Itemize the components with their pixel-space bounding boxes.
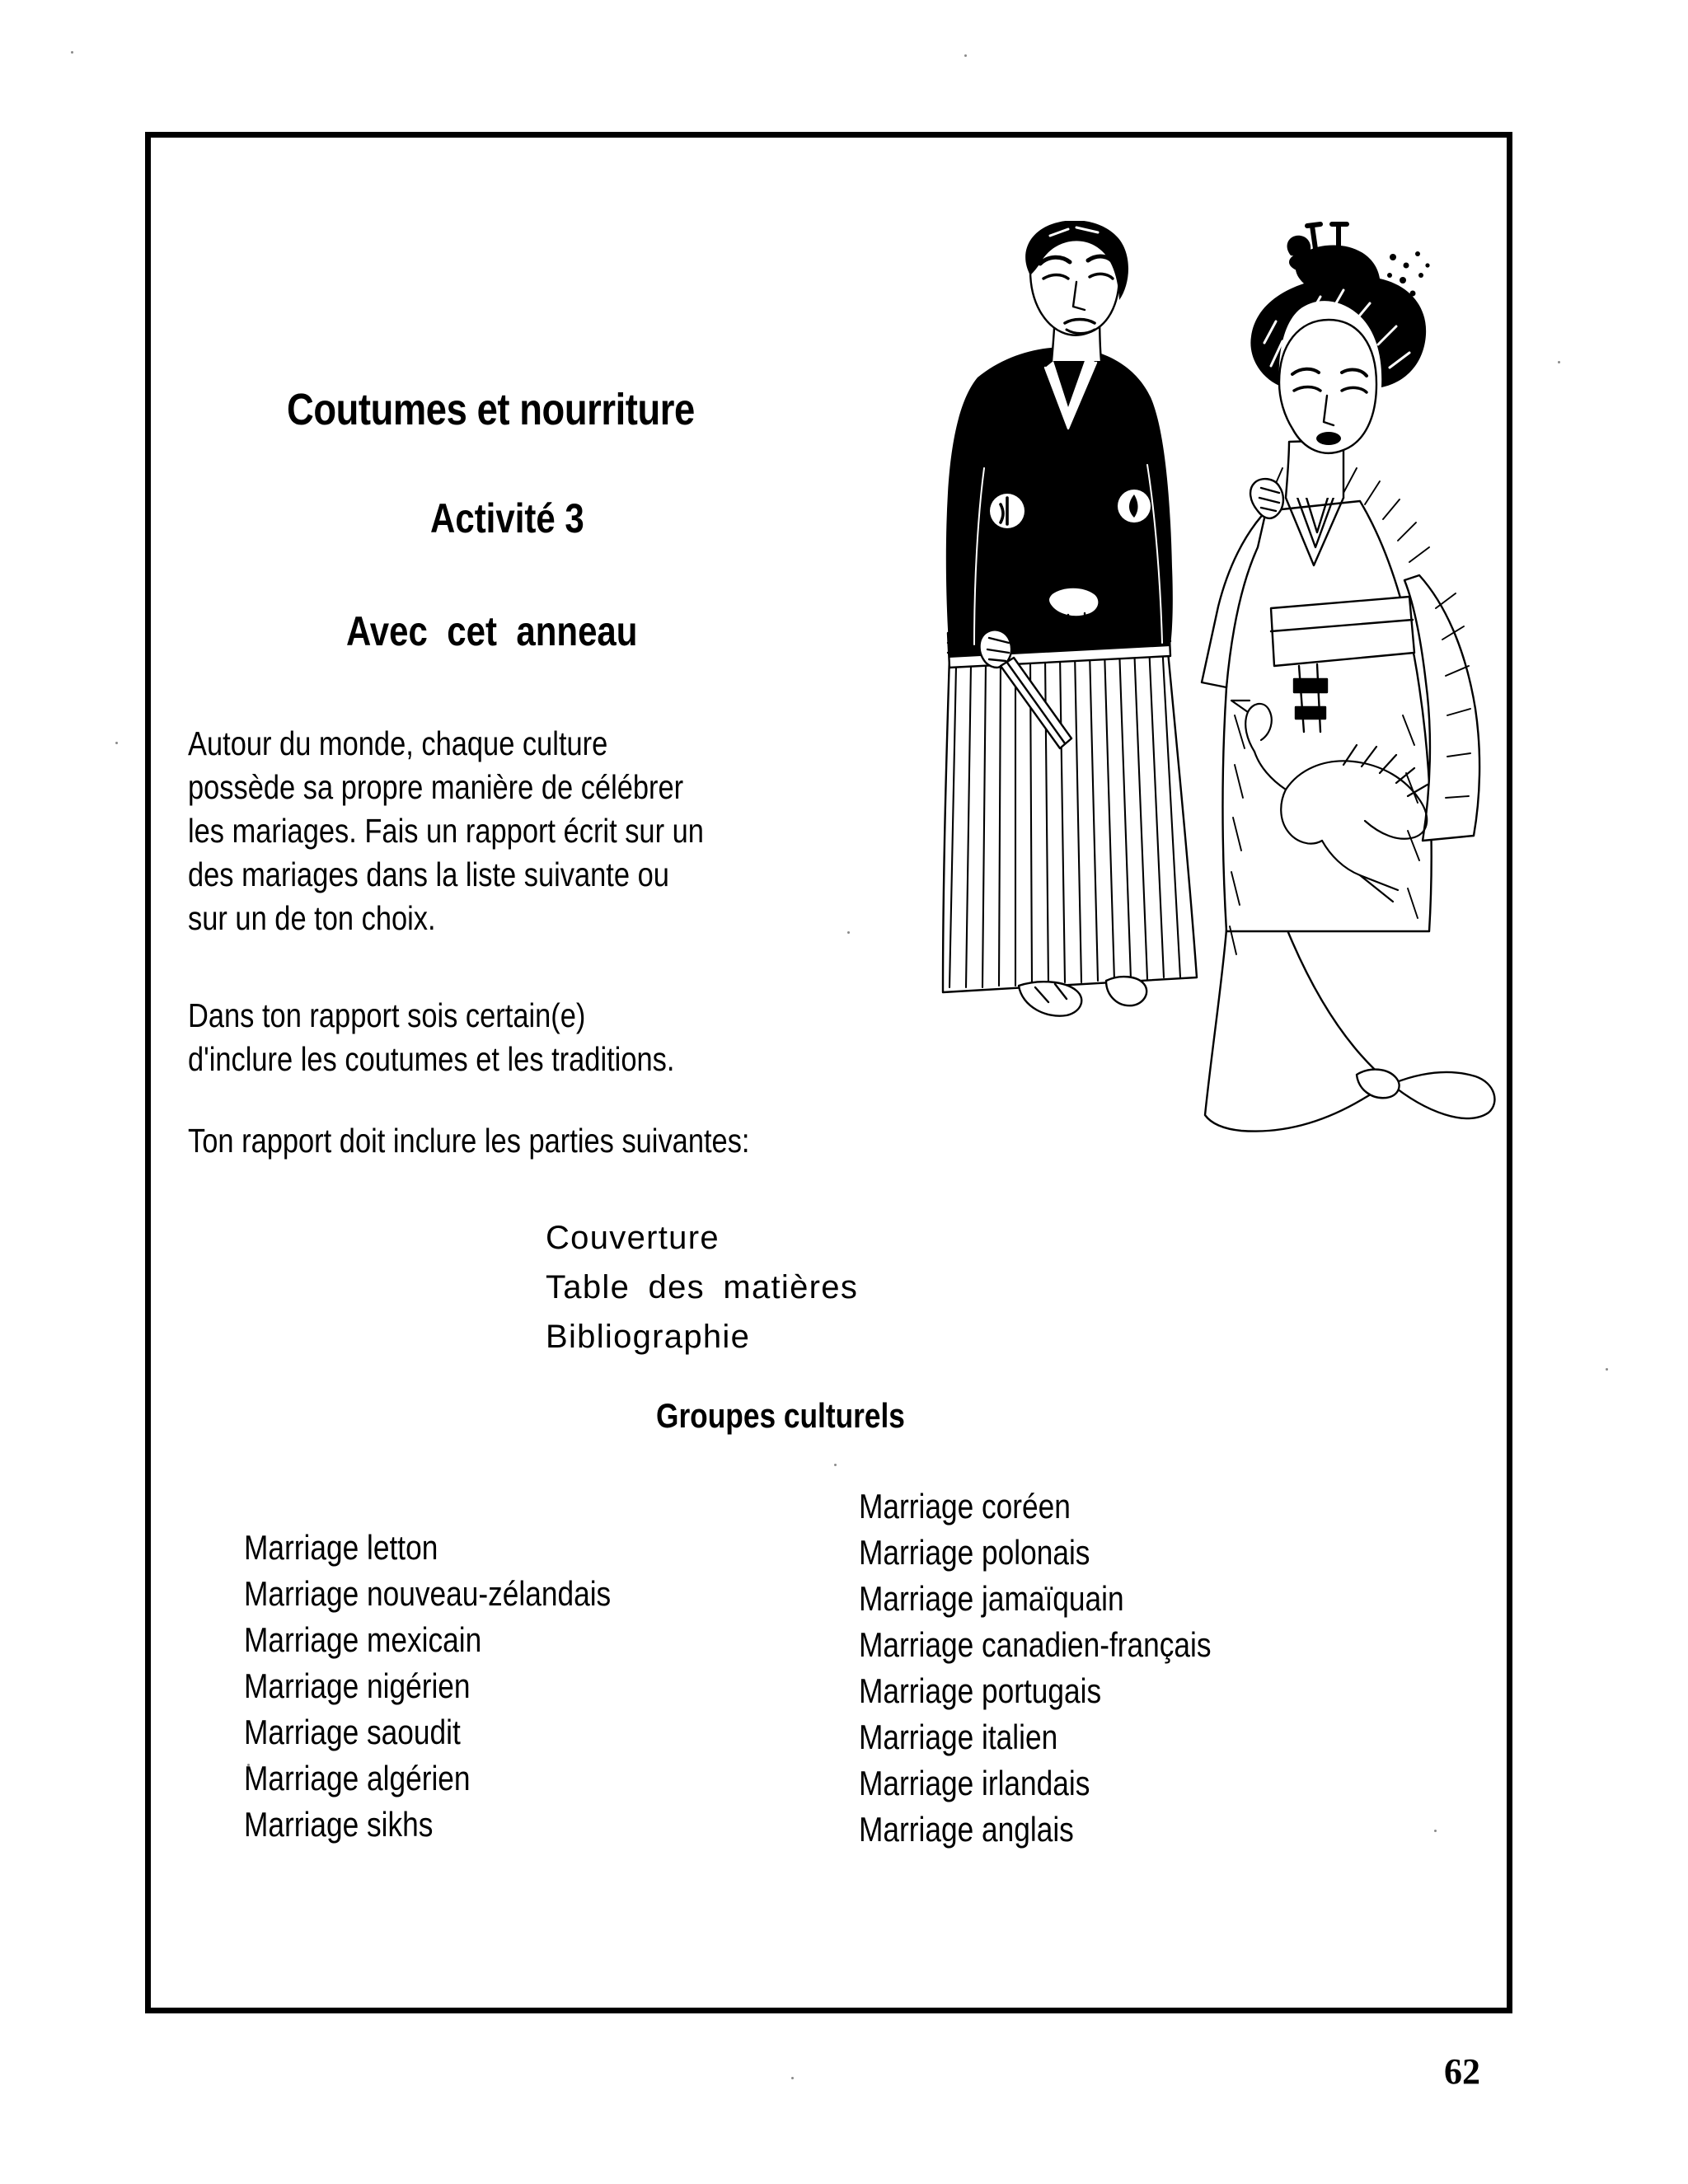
- activity-heading: Activité 3: [430, 495, 584, 541]
- paragraph-line: Autour du monde, chaque culture: [188, 724, 608, 762]
- list-item: Marriage letton: [244, 1528, 438, 1567]
- cultural-groups-heading: Groupes culturels: [656, 1396, 905, 1435]
- marriage-list-right-column: [859, 1483, 1211, 1853]
- page-title: Coutumes et nourriture: [287, 385, 695, 434]
- list-item: Marriage algérien: [244, 1759, 471, 1797]
- paragraph-line: Dans ton rapport sois certain(e): [188, 996, 586, 1034]
- page-number: 62: [1444, 2051, 1480, 2092]
- list-item: Marriage portugais: [859, 1671, 1102, 1710]
- list-item: Marriage coréen: [859, 1487, 1071, 1526]
- list-item: Marriage irlandais: [859, 1764, 1090, 1802]
- list-item: Marriage polonais: [859, 1533, 1090, 1572]
- list-item: Marriage anglais: [859, 1810, 1074, 1849]
- list-item: Marriage nouveau-zélandais: [244, 1574, 612, 1613]
- activity-subtitle: Avec cet anneau: [346, 608, 638, 654]
- list-item: Marriage saoudit: [244, 1713, 461, 1751]
- list-item: Marriage italien: [859, 1718, 1058, 1756]
- report-parts-intro: Ton rapport doit inclure les parties suivantes:: [188, 1122, 750, 1160]
- wedding-couple-line-art: [898, 221, 1525, 1169]
- japanese-wedding-couple-illustration: [898, 221, 1525, 1169]
- list-item: Marriage sikhs: [244, 1805, 434, 1844]
- report-part-item: Table des matières: [546, 1269, 859, 1305]
- marriage-list-left-column: [244, 1525, 611, 1848]
- list-item: Marriage jamaïquain: [859, 1579, 1124, 1618]
- list-item: Marriage canadien-français: [859, 1625, 1212, 1664]
- intro-paragraph: [188, 722, 778, 940]
- list-item: Marriage mexicain: [244, 1620, 482, 1659]
- paragraph-line: possède sa propre manière de célébrer: [188, 768, 684, 806]
- report-parts-list: [546, 1213, 858, 1361]
- paragraph-line: les mariages. Fais un rapport écrit sur un: [188, 812, 704, 850]
- report-part-item: Bibliographie: [546, 1319, 751, 1355]
- paragraph-line: sur un de ton choix.: [188, 899, 436, 937]
- instructions-paragraph: [188, 994, 778, 1081]
- report-part-item: Couverture: [546, 1220, 720, 1256]
- paragraph-line: d'inclure les coutumes et les traditions.: [188, 1040, 675, 1078]
- paragraph-line: des mariages dans la liste suivante ou: [188, 855, 669, 893]
- list-item: Marriage nigérien: [244, 1666, 471, 1705]
